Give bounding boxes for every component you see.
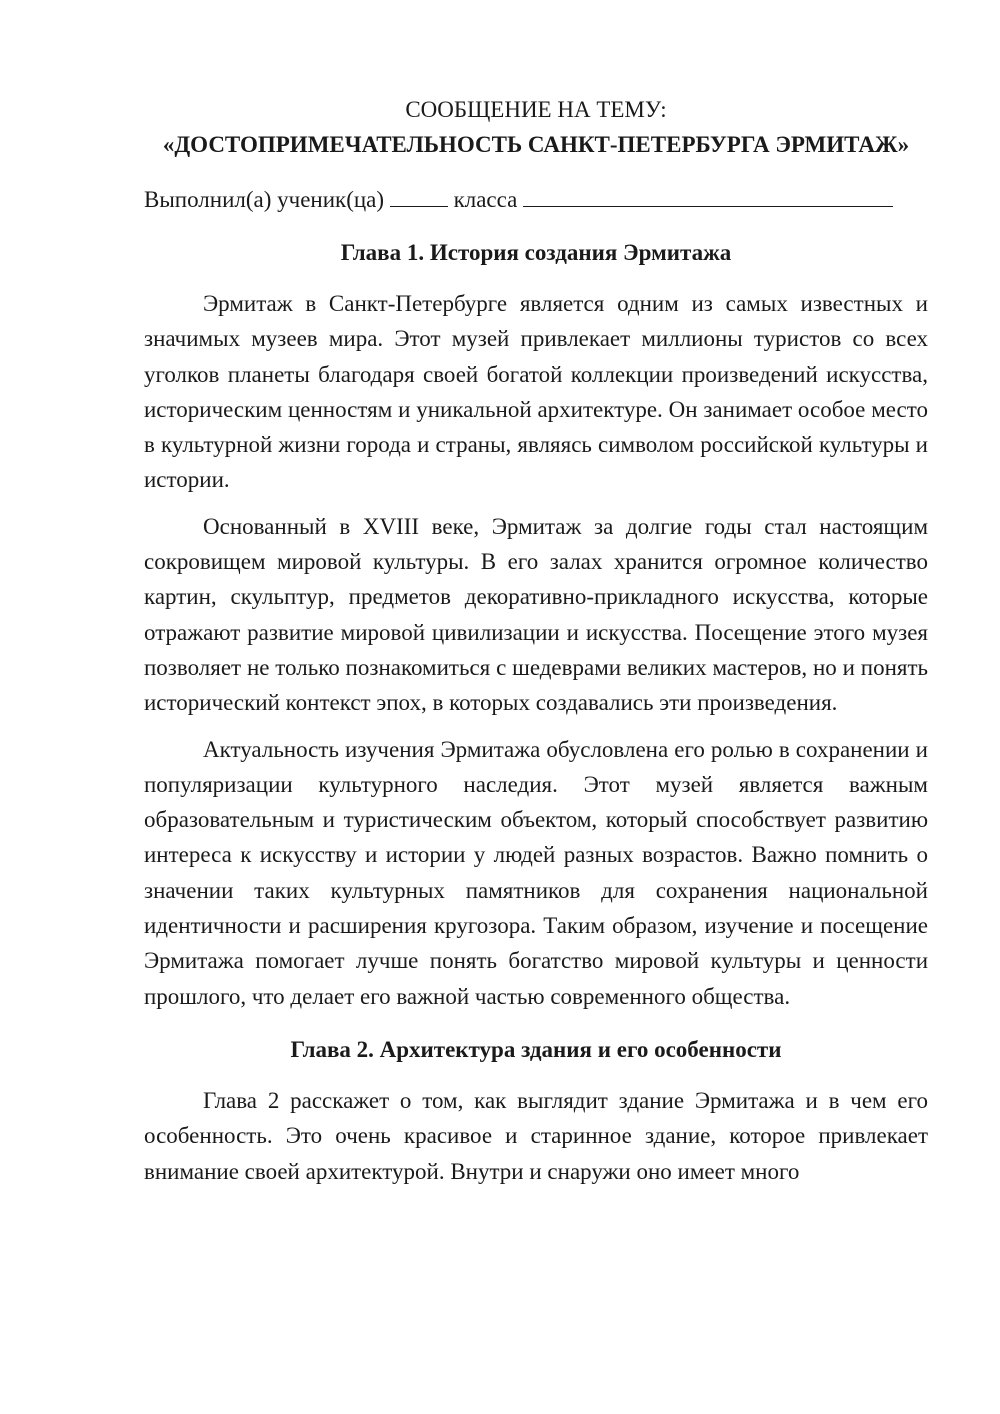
class-number-blank — [390, 184, 448, 207]
doc-title: СООБЩЕНИЕ НА ТЕМУ: — [405, 97, 667, 122]
author-line — [144, 182, 928, 217]
document-page — [144, 92, 928, 1189]
chapter-1-paragraph-1: Эрмитаж в Санкт-Петербурге является одним из самых известных и значимых музеев мира. Этот музей привлекает миллионы туристов со всех уголков планеты благодаря своей богатой коллекции произведений искусства, историческим ценностям и уникальной архитектуре. Он занимает особое место в культурной жизни города и страны, являясь символом российской культуры и истории. — [144, 291, 928, 493]
chapter-1-paragraph-3: Актуальность изучения Эрмитажа обусловлена его ролью в сохранении и популяризации культурного наследия. Этот музей является важным образовательным и туристическим объектом, который способствует развитию интереса к искусству и истории у людей разных возрастов. Важно помнить о значении таких культурных памятников для сохранения национальной идентичности и расширения кругозора. Таким образом, изучение и посещение Эрмитажа помогает лучше понять богатство мировой культуры и ценности прошлого, что делает его важной частью современного общества. — [144, 736, 928, 1009]
chapter-2-paragraph-1: Глава 2 расскажет о том, как выглядит здание Эрмитажа и в чем его особенность. Это очень красивое и старинное здание, которое привлекает внимание своей архитектурой. Внутри и снаружи оно имеет много — [144, 1087, 928, 1184]
chapter-2-heading: Глава 2. Архитектура здания и его особенности — [290, 1036, 782, 1062]
chapter-1-heading: Глава 1. История создания Эрмитажа — [340, 240, 732, 265]
class-word: класса — [453, 187, 518, 212]
doc-subtitle: «ДОСТОПРИМЕЧАТЕЛЬНОСТЬ САНКТ-ПЕТЕРБУРГА ЭРМИТАЖ» — [162, 132, 910, 157]
chapter-1-paragraph-2: Основанный в XVIII веке, Эрмитаж за долгие годы стал настоящим сокровищем мировой культуры. В его залах хранится огромное количество картин, скульптур, предметов декоративно-прикладного искусства, которые отражают развитие мировой цивилизации и искусства. Посещение этого музея позволяет не только познакомиться с шедеврами великих мастеров, но и понять исторический контекст эпох, в которых создавались эти произведения. — [144, 513, 928, 716]
author-prefix: Выполнил(а) ученик(ца) — [144, 187, 385, 212]
student-name-blank — [523, 184, 893, 207]
